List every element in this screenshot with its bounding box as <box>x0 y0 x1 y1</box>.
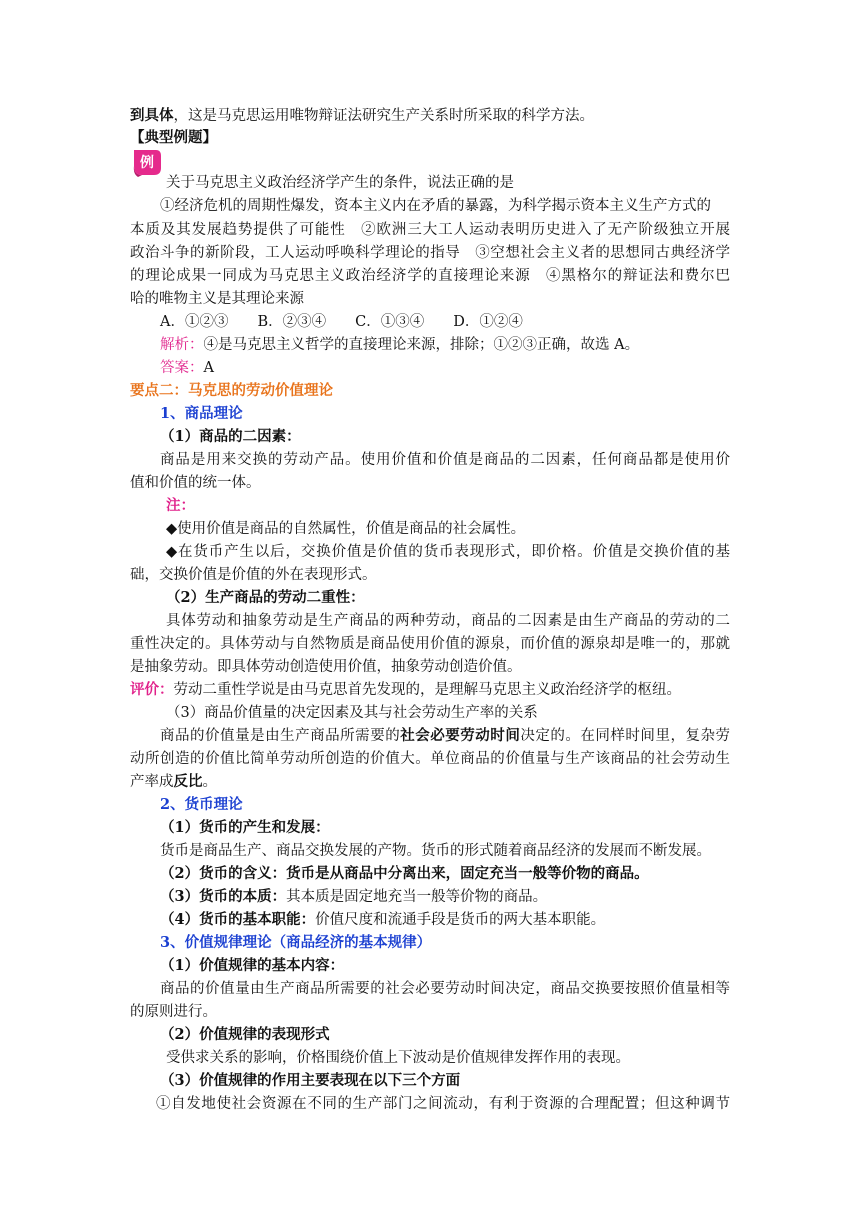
comment-text: 劳动二重性学说是由马克思首先发现的，是理解马克思主义政治经济学的枢纽。 <box>173 682 681 698</box>
heading-law-form: （2）价值规律的表现形式 <box>160 1026 330 1043</box>
example-badge-icon <box>132 148 162 178</box>
question-stem: 关于马克思主义政治经济学产生的条件，说法正确的是 <box>166 175 514 191</box>
analysis-label: 解析： <box>160 337 204 353</box>
heading-law-effects: （3）价值规律的作用主要表现在以下三个方面 <box>160 1072 461 1089</box>
comment <box>130 680 681 700</box>
paragraph-law-1: 商品的价值量由生产商品所需要的社会必要劳动时间决定，商品交换要按照价值量相等 <box>160 981 730 997</box>
paragraph-commodity-2: 值和价值的统一体。 <box>130 475 261 491</box>
answer <box>160 358 214 378</box>
money-functions-text: 价值尺度和流通手段是货币的两大基本职能。 <box>315 912 606 928</box>
note-item-1: ◆使用价值是商品的自然属性，价值是商品的社会属性。 <box>166 521 526 537</box>
answer-label: 答案： <box>160 360 204 376</box>
answer-options: A．①②③ B．②③④ C．①③④ D．①②④ <box>160 314 523 330</box>
question-line-2: 本质及其发展趋势提供了可能性 ②欧洲三大工人运动表明历史进入了无产阶级独立开展 <box>130 222 730 238</box>
heading-law-of-value: 3、价值规律理论（商品经济的基本规律） <box>160 934 432 951</box>
note-item-2: ◆在货币产生以后，交换价值是价值的货币表现形式，即价格。价值是交换价值的基 <box>166 544 730 560</box>
heading-money-theory: 2、货币理论 <box>160 796 243 813</box>
paragraph-value-3: 产率成反比。 <box>130 773 217 790</box>
analysis-text: ④是马克思主义哲学的直接理论来源，排除；①②③正确，故选 A。 <box>203 337 640 353</box>
note-item-2-cont: 础，交换价值是价值的外在表现形式。 <box>130 567 377 583</box>
question-line-3: 政治斗争的新阶段，工人运动呼唤科学理论的指导 ③空想社会主义者的思想同古典经济学 <box>130 245 730 261</box>
paragraph-labor-2: 重性决定的。具体劳动与自然物质是商品使用价值的源泉，而价值的源泉却是唯一的，那就 <box>130 636 730 652</box>
paragraph-law-effect-1: ①自发地使社会资源在不同的生产部门之间流动，有利于资源的合理配置；但这种调节 <box>156 1096 730 1112</box>
note-label: 注： <box>166 497 195 514</box>
money-essence <box>160 887 547 907</box>
term-socially-necessary-labor-time: 社会必要劳动时间 <box>400 727 521 744</box>
answer-text: A <box>203 360 214 376</box>
question-line-5: 哈的唯物主义是其理论来源 <box>130 291 304 307</box>
money-functions-label: （4）货币的基本职能： <box>160 911 316 928</box>
paragraph-commodity-1: 商品是用来交换的劳动产品。使用价值和价值是商品的二因素，任何商品都是使用价 <box>160 452 730 468</box>
paragraph-law-2: 的原则进行。 <box>130 1004 217 1020</box>
intro-text: ，这是马克思运用唯物辩证法研究生产关系时所采取的科学方法。 <box>173 108 594 124</box>
heading-two-factors: （1）商品的二因素： <box>160 428 301 445</box>
svg-text:例: 例 <box>140 155 154 171</box>
paragraph-labor-3: 是抽象劳动。即具体劳动创造使用价值，抽象劳动创造价值。 <box>130 659 522 675</box>
heading-dual-labor: （2）生产商品的劳动二重性： <box>166 589 365 606</box>
heading-money-origin: （1）货币的产生和发展： <box>160 819 330 836</box>
paragraph-law-form: 受供求关系的影响，价格围绕价值上下波动是价值规律发挥作用的表现。 <box>166 1050 630 1066</box>
term-inverse-ratio: 反比 <box>173 773 203 790</box>
money-functions <box>160 910 605 930</box>
paragraph-labor-1: 具体劳动和抽象劳动是生产商品的两种劳动，商品的二因素是由生产商品的劳动的二 <box>166 613 730 629</box>
paragraph-value-2: 动所创造的价值比简单劳动所创造的价值大。单位商品的价值量与生产该商品的社会劳动生 <box>130 751 730 767</box>
analysis <box>160 335 639 355</box>
section-typical-examples: 【典型例题】 <box>130 129 217 146</box>
heading-money-meaning: （2）货币的含义：货币是从商品中分离出来，固定充当一般等价物的商品。 <box>160 865 649 882</box>
comment-label: 评价： <box>130 681 174 698</box>
heading-commodity-theory: 1、商品理论 <box>160 405 243 422</box>
heading-value-magnitude: （3）商品价值量的决定因素及其与社会劳动生产率的关系 <box>166 705 538 721</box>
money-essence-text: 其本质是固定地充当一般等价物的商品。 <box>286 889 548 905</box>
paragraph-value-1: 商品的价值量是由生产商品所需要的社会必要劳动时间决定的。在同样时间里，复杂劳 <box>160 727 731 744</box>
intro-bold: 到具体 <box>130 107 174 124</box>
heading-law-content: （1）价值规律的基本内容： <box>160 957 345 974</box>
money-essence-label: （3）货币的本质： <box>160 888 287 905</box>
question-line-4: 的理论成果一同成为马克思主义政治经济学的直接理论来源 ④黑格尔的辩证法和费尔巴 <box>130 268 730 284</box>
paragraph-money-origin: 货币是商品生产、商品交换发展的产物。货币的形式随着商品经济的发展而不断发展。 <box>160 843 711 859</box>
intro-line <box>130 106 594 126</box>
question-item-1: ①经济危机的周期性爆发，资本主义内在矛盾的暴露，为科学揭示资本主义生产方式的 <box>160 198 711 214</box>
key-point-2-heading: 要点二：马克思的劳动价值理论 <box>130 382 333 399</box>
